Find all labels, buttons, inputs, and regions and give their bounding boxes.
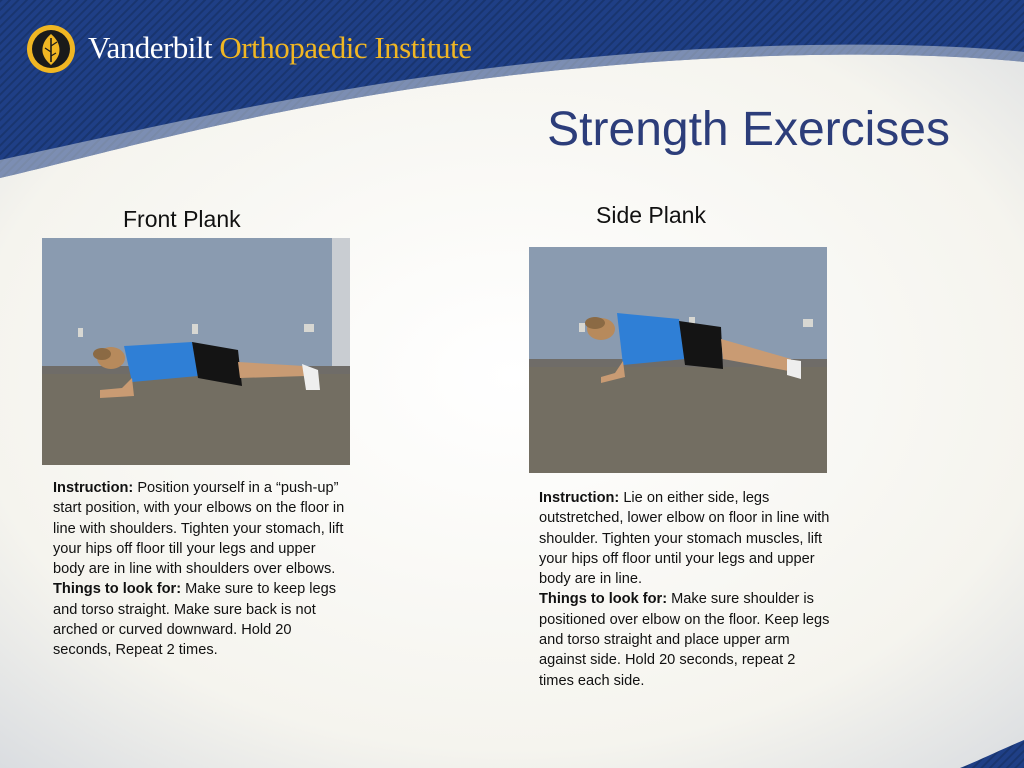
instruction-text: Position yourself in a “push-up” start position, with your elbows on the floor in line with shoulders. Tighten your stomach, lift your hips off floor till your legs and upper body are in line with shoulders over elbows. (53, 480, 345, 578)
front-plank-photo (42, 238, 350, 465)
front-plank-instruction (53, 478, 349, 579)
side-plank-label: Side Plank (596, 202, 706, 228)
side-plank-description (539, 488, 831, 691)
look-for-heading: Things to look for: (539, 591, 668, 608)
front-plank-description (53, 478, 349, 661)
brand-name-part2: Orthopaedic Institute (219, 30, 472, 65)
look-for-heading: Things to look for: (53, 581, 182, 598)
instruction-text: Lie on either side, legs outstretched, lower elbow on floor in line with shoulder. Tighten your stomach muscles, lift your hips off floor until your legs and upper body are in line. (539, 490, 830, 588)
brand-name-part1: Vanderbilt (88, 30, 220, 65)
look-for-text: Make sure shoulder is positioned over elbow on the floor. Keep legs and torso straight and place upper arm against side. Hold 20 seconds, repeat 2 times each side. (539, 591, 830, 689)
side-plank-photo (529, 247, 827, 473)
instruction-heading: Instruction: (539, 490, 620, 506)
side-plank-instruction (539, 488, 831, 589)
front-plank-label: Front Plank (123, 206, 241, 232)
look-for-text: Make sure to keep legs and torso straight. Make sure back is not arched or curved downward. Hold 20 seconds, Repeat 2 times. (53, 581, 337, 659)
instruction-heading: Instruction: (53, 480, 134, 496)
vanderbilt-logo-icon (26, 24, 76, 74)
brand-name (88, 28, 471, 68)
slide-title: Strength Exercises (547, 103, 950, 156)
front-plank-look-for (53, 579, 349, 660)
side-plank-look-for (539, 589, 831, 690)
